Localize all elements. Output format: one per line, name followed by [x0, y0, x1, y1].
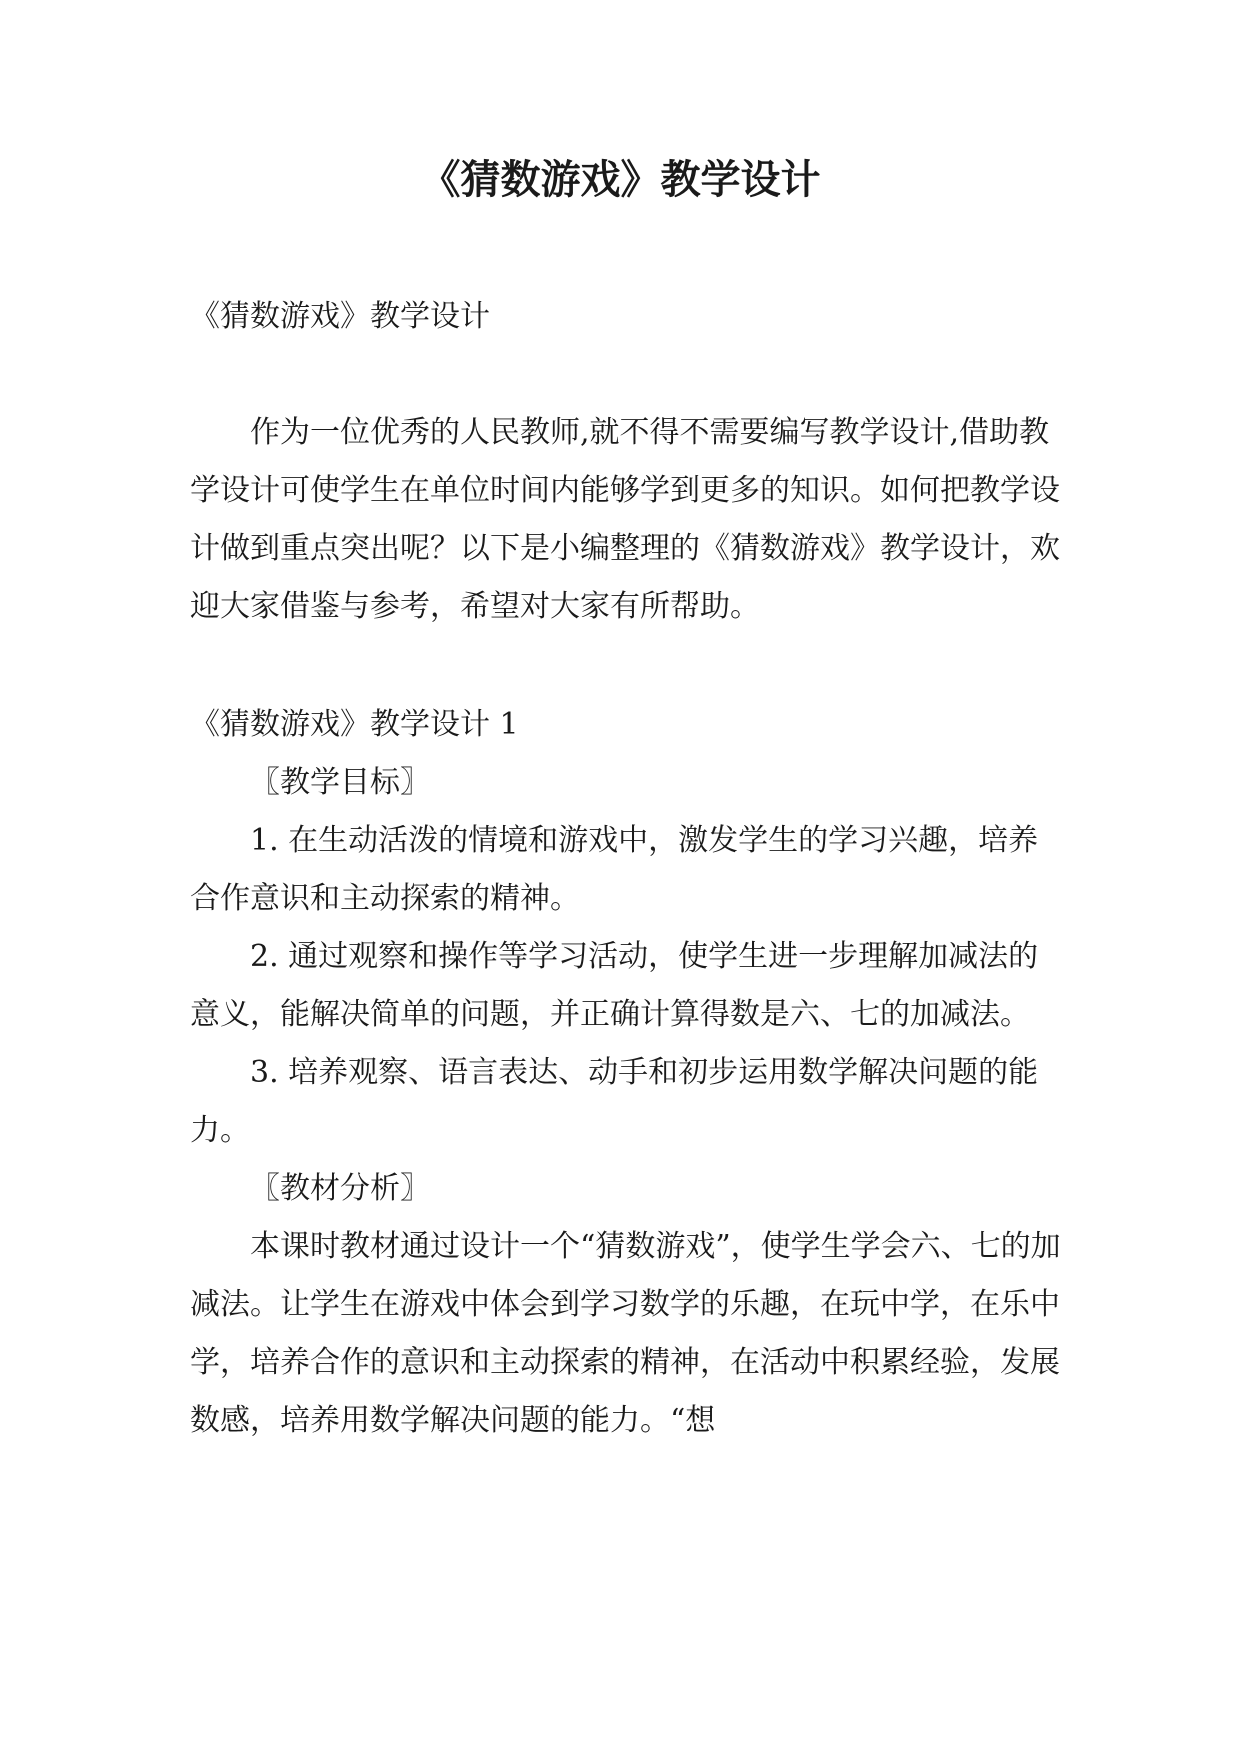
- document-title: 《猜数游戏》教学设计: [420, 157, 821, 203]
- document-body: [190, 288, 1065, 1450]
- analysis-label: 〖教材分析〗: [250, 1171, 430, 1206]
- analysis-paragraph: 本课时教材通过设计一个“猜数游戏”，使学生学会六、七的加减法。让学生在游戏中体会到学习数学的乐趣，在玩中学，在乐中学，培养合作的意识和主动探索的精神，在活动中积累经验，发展数感，培养用数学解决问题的能力。“想: [190, 1229, 1061, 1438]
- objectives-label: 〖教学目标〗: [250, 765, 430, 800]
- document-subtitle: 《猜数游戏》教学设计: [190, 299, 490, 334]
- section-heading: 《猜数游戏》教学设计 1: [190, 707, 519, 742]
- intro-paragraph: 作为一位优秀的人民教师,就不得不需要编写教学设计,借助教学设计可使学生在单位时间内能够学到更多的知识。如何把教学设计做到重点突出呢？以下是小编整理的《猜数游戏》教学设计，欢迎大家借鉴与参考，希望对大家有所帮助。: [190, 415, 1060, 624]
- objective-item-1: 1. 在生动活泼的情境和游戏中，激发学生的学习兴趣，培养合作意识和主动探索的精神。: [190, 823, 1039, 916]
- objective-item-2: 2. 通过观察和操作等学习活动，使学生进一步理解加减法的意义，能解决简单的问题，并正确计算得数是六、七的加减法。: [190, 939, 1039, 1032]
- objective-item-3: 3. 培养观察、语言表达、动手和初步运用数学解决问题的能力。: [190, 1055, 1039, 1148]
